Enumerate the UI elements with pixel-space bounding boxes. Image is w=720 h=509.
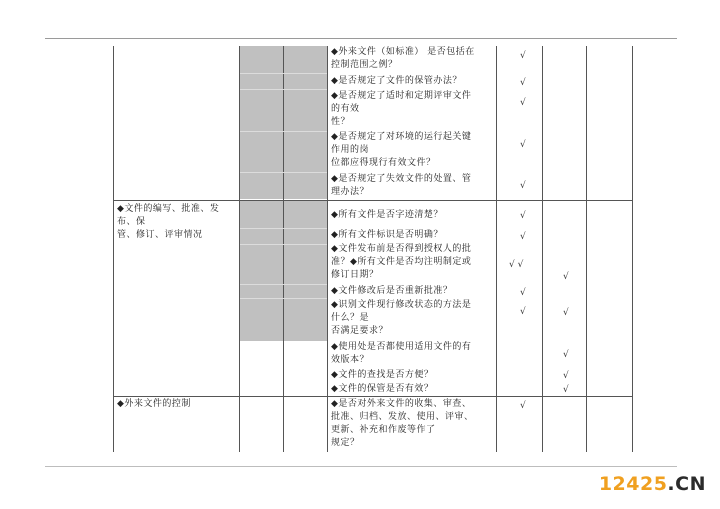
check-item: ◆是否规定了文件的保管办法？ — [331, 76, 462, 86]
shaded-cell — [240, 201, 283, 341]
check-mark: √ — [520, 78, 526, 88]
shaded-cell — [240, 46, 283, 199]
col-line — [327, 46, 328, 452]
shaded-cell — [284, 201, 327, 341]
check-item: ◆文件的保管是否有效？ — [331, 384, 434, 394]
check-item: ◆所有文件标识是否明确？ — [331, 230, 443, 240]
check-item: ◆所有文件是否字迹清楚？ — [331, 210, 443, 220]
check-mark: √ — [520, 181, 526, 191]
check-mark: √ — [563, 385, 569, 395]
check-mark: √ √ — [509, 260, 524, 270]
check-mark: √ — [520, 98, 526, 108]
section-label: ◆文件的编写、批准、发 布、保 管、修订、评审情况 — [117, 204, 220, 240]
watermark-brand: 12425 — [598, 473, 668, 495]
check-item: ◆文件发布前是否得到授权人的批 准？◆所有文件是否均注明制定或 修订日期？ — [331, 244, 472, 280]
check-mark: √ — [520, 140, 526, 150]
check-mark: √ — [563, 308, 569, 318]
check-item: ◆使用处是否都使用适用文件的有 效版本？ — [331, 342, 472, 365]
check-item: ◆是否对外来文件的收集、审查、 批准、归档、发放、使用、评审、 更新、补充和作废等作了 规定？ — [331, 399, 474, 448]
watermark-logo — [599, 473, 706, 495]
check-mark: √ — [563, 350, 569, 360]
section-divider — [113, 396, 633, 397]
section-label: ◆外来文件的控制 — [117, 399, 191, 409]
check-mark: √ — [520, 401, 526, 411]
col-line — [113, 46, 114, 452]
section-divider — [113, 200, 633, 201]
check-item: ◆外来文件（如标准） 是否包括在 控制范围之例？ — [331, 47, 475, 70]
check-mark: √ — [520, 307, 526, 317]
top-rule — [45, 38, 677, 39]
check-item: ◆识别文件现行修改状态的方法是 什么？是 否满足要求？ — [331, 300, 472, 336]
check-mark: √ — [520, 51, 526, 61]
col-line — [586, 46, 587, 452]
check-mark: √ — [520, 288, 526, 298]
watermark-suffix: .CN — [667, 473, 706, 495]
bottom-rule — [45, 466, 677, 467]
check-mark: √ — [563, 371, 569, 381]
col-line — [542, 46, 543, 452]
shaded-cell — [284, 46, 327, 199]
check-mark: √ — [520, 211, 526, 221]
check-item: ◆文件的查找是否方便？ — [331, 370, 434, 380]
check-item: ◆是否规定了失效文件的处置、管 理办法？ — [331, 174, 472, 197]
check-mark: √ — [563, 272, 569, 282]
check-mark: √ — [520, 232, 526, 242]
col-line — [632, 46, 633, 452]
check-item: ◆是否规定了对环境的运行起关键 作用的岗 位都应得现行有效文件？ — [331, 132, 472, 168]
check-item: ◆文件修改后是否重新批准？ — [331, 286, 453, 296]
check-item: ◆是否规定了适时和定期评审文件 的有效 性？ — [331, 91, 472, 127]
col-line — [496, 46, 497, 452]
